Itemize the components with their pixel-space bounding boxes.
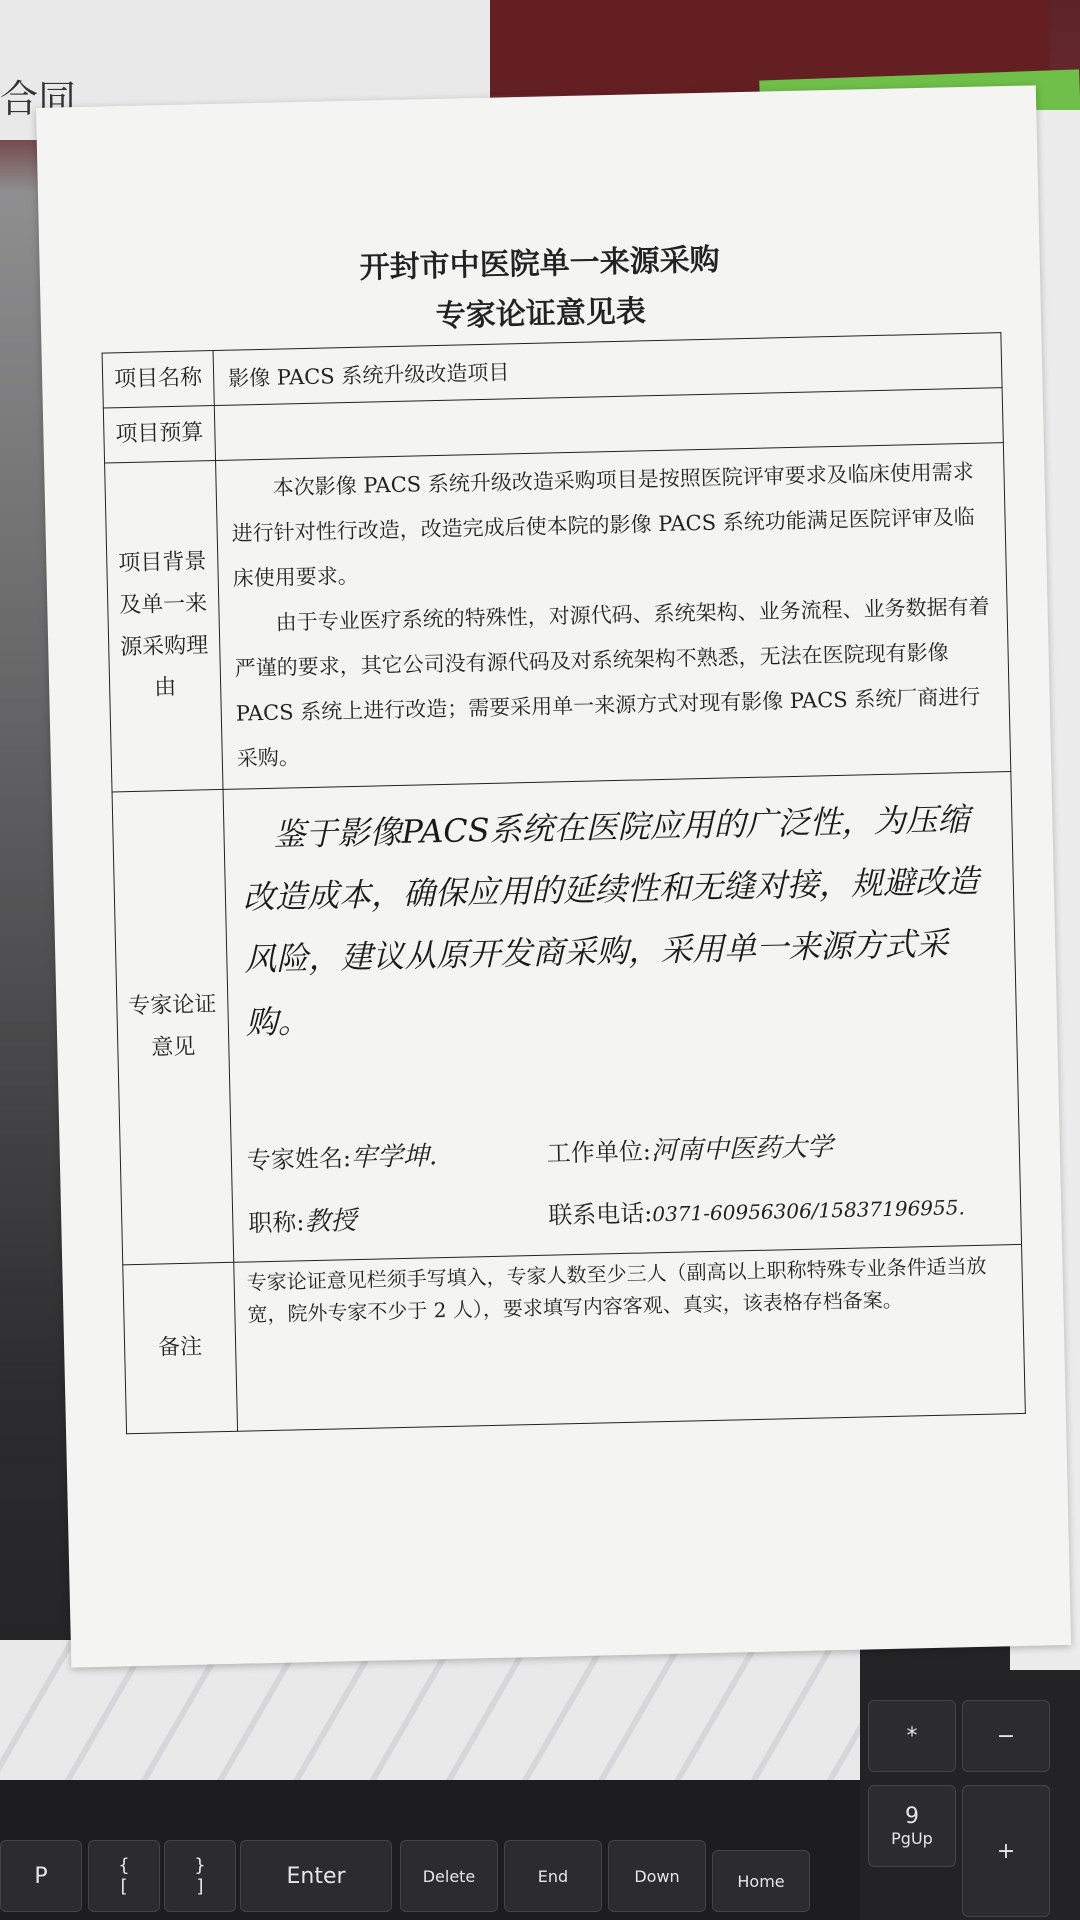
key-home: Home — [712, 1850, 810, 1912]
job-title-label: 职称: — [248, 1208, 305, 1238]
work-unit-label: 工作单位: — [546, 1137, 652, 1168]
document-subtitle: 专家论证意见表 — [435, 294, 647, 334]
form-sheet — [36, 85, 1071, 1667]
handwritten-opinion-text: 鉴于影像PACS系统在医院应用的广泛性，为压缩改造成本，确保应用的延续性和无缝对接，规避改造风险，建议从原开发商采购，采用单一来源方式采购。 — [242, 799, 980, 1042]
document-title: 开封市中医院单一来源采购 — [359, 242, 721, 286]
background-content — [216, 442, 1011, 789]
signature-row-1 — [246, 1122, 1004, 1176]
background-paragraph: 本次影像 PACS 系统升级改造采购项目是按照医院评审要求及临床使用需求进行针对性行改造，改造完成后使本院的影像 PACS 系统功能满足医院评审及临床使用要求。 — [231, 459, 975, 591]
key-enter: Enter — [240, 1840, 392, 1912]
background-label-line: 源采购理 — [119, 632, 209, 660]
remarks-text: 专家论证意见栏须手写填入，专家人数至少三人（副高以上职称特殊专业条件适当放宽，院外专家不少于 2 人），要求填写内容客观、真实，该表格存档备案。 — [234, 1244, 1026, 1431]
job-title-field — [248, 1196, 549, 1240]
key-end: End — [504, 1840, 602, 1912]
opinion-label-line: 意见 — [151, 1034, 196, 1061]
opinion-form-table — [102, 332, 1026, 1434]
expert-name-label: 专家姓名: — [246, 1144, 352, 1175]
background-label-line: 由 — [153, 675, 177, 701]
expert-name-field — [246, 1133, 547, 1177]
row-expert-opinion — [112, 771, 1021, 1264]
key-minus: − — [962, 1700, 1050, 1772]
key-bracket-left — [88, 1840, 160, 1912]
key-asterisk: * — [868, 1700, 956, 1772]
row-remarks — [123, 1244, 1026, 1433]
expert-name-value: 牢学坤. — [350, 1141, 438, 1174]
project-budget-label: 项目预算 — [103, 405, 215, 462]
signature-block — [231, 1050, 1020, 1252]
corner-handwriting: 合同. — [0, 77, 89, 121]
key-brace-right-label: } — [194, 1855, 206, 1876]
key-delete: Delete — [400, 1840, 498, 1912]
key-bracket-right — [164, 1840, 236, 1912]
project-name-value: 影像 PACS 系统升级改造项目 — [213, 333, 1002, 406]
work-unit-field — [546, 1126, 833, 1169]
background-label-line: 项目背景 — [118, 549, 207, 577]
key-pgup-label: PgUp — [891, 1829, 933, 1848]
key-bracket-left-label: [ — [120, 1876, 128, 1897]
phone-label: 联系电话: — [547, 1199, 653, 1230]
key-brace-left-label: { — [118, 1855, 130, 1876]
background-label — [105, 460, 223, 791]
handwritten-opinion — [225, 773, 1016, 1068]
key-bracket-right-label: ] — [196, 1876, 204, 1897]
row-background — [105, 442, 1011, 791]
signature-row-2 — [248, 1185, 1006, 1239]
opinion-label-line: 专家论证 — [128, 991, 217, 1019]
phone-value: 0371-60956306/15837196955. — [652, 1195, 966, 1227]
remarks-label: 备注 — [123, 1262, 238, 1433]
phone-field — [548, 1186, 965, 1232]
job-title-value: 教授 — [304, 1206, 357, 1238]
opinion-label — [112, 789, 234, 1264]
key-down: Down — [608, 1840, 706, 1912]
project-name-label: 项目名称 — [102, 351, 214, 408]
opinion-content — [223, 771, 1022, 1262]
work-unit-value: 河南中医药大学 — [650, 1132, 834, 1167]
key-plus: + — [962, 1785, 1050, 1917]
key-9-label: 9 — [905, 1804, 919, 1829]
background-label-line: 及单一来 — [119, 591, 208, 619]
key-p: P — [0, 1840, 82, 1912]
key-9-pgup — [868, 1785, 956, 1867]
background-paragraph: 由于专业医疗系统的特殊性，对源代码、系统架构、业务流程、业务数据有着严谨的要求，其它公司没有源代码及对系统架构不熟悉，无法在医院现有影像 PACS 系统上进行改造；需要采用单一来源方式对现有影像 PACS 系统厂商进行采购。 — [234, 594, 990, 772]
